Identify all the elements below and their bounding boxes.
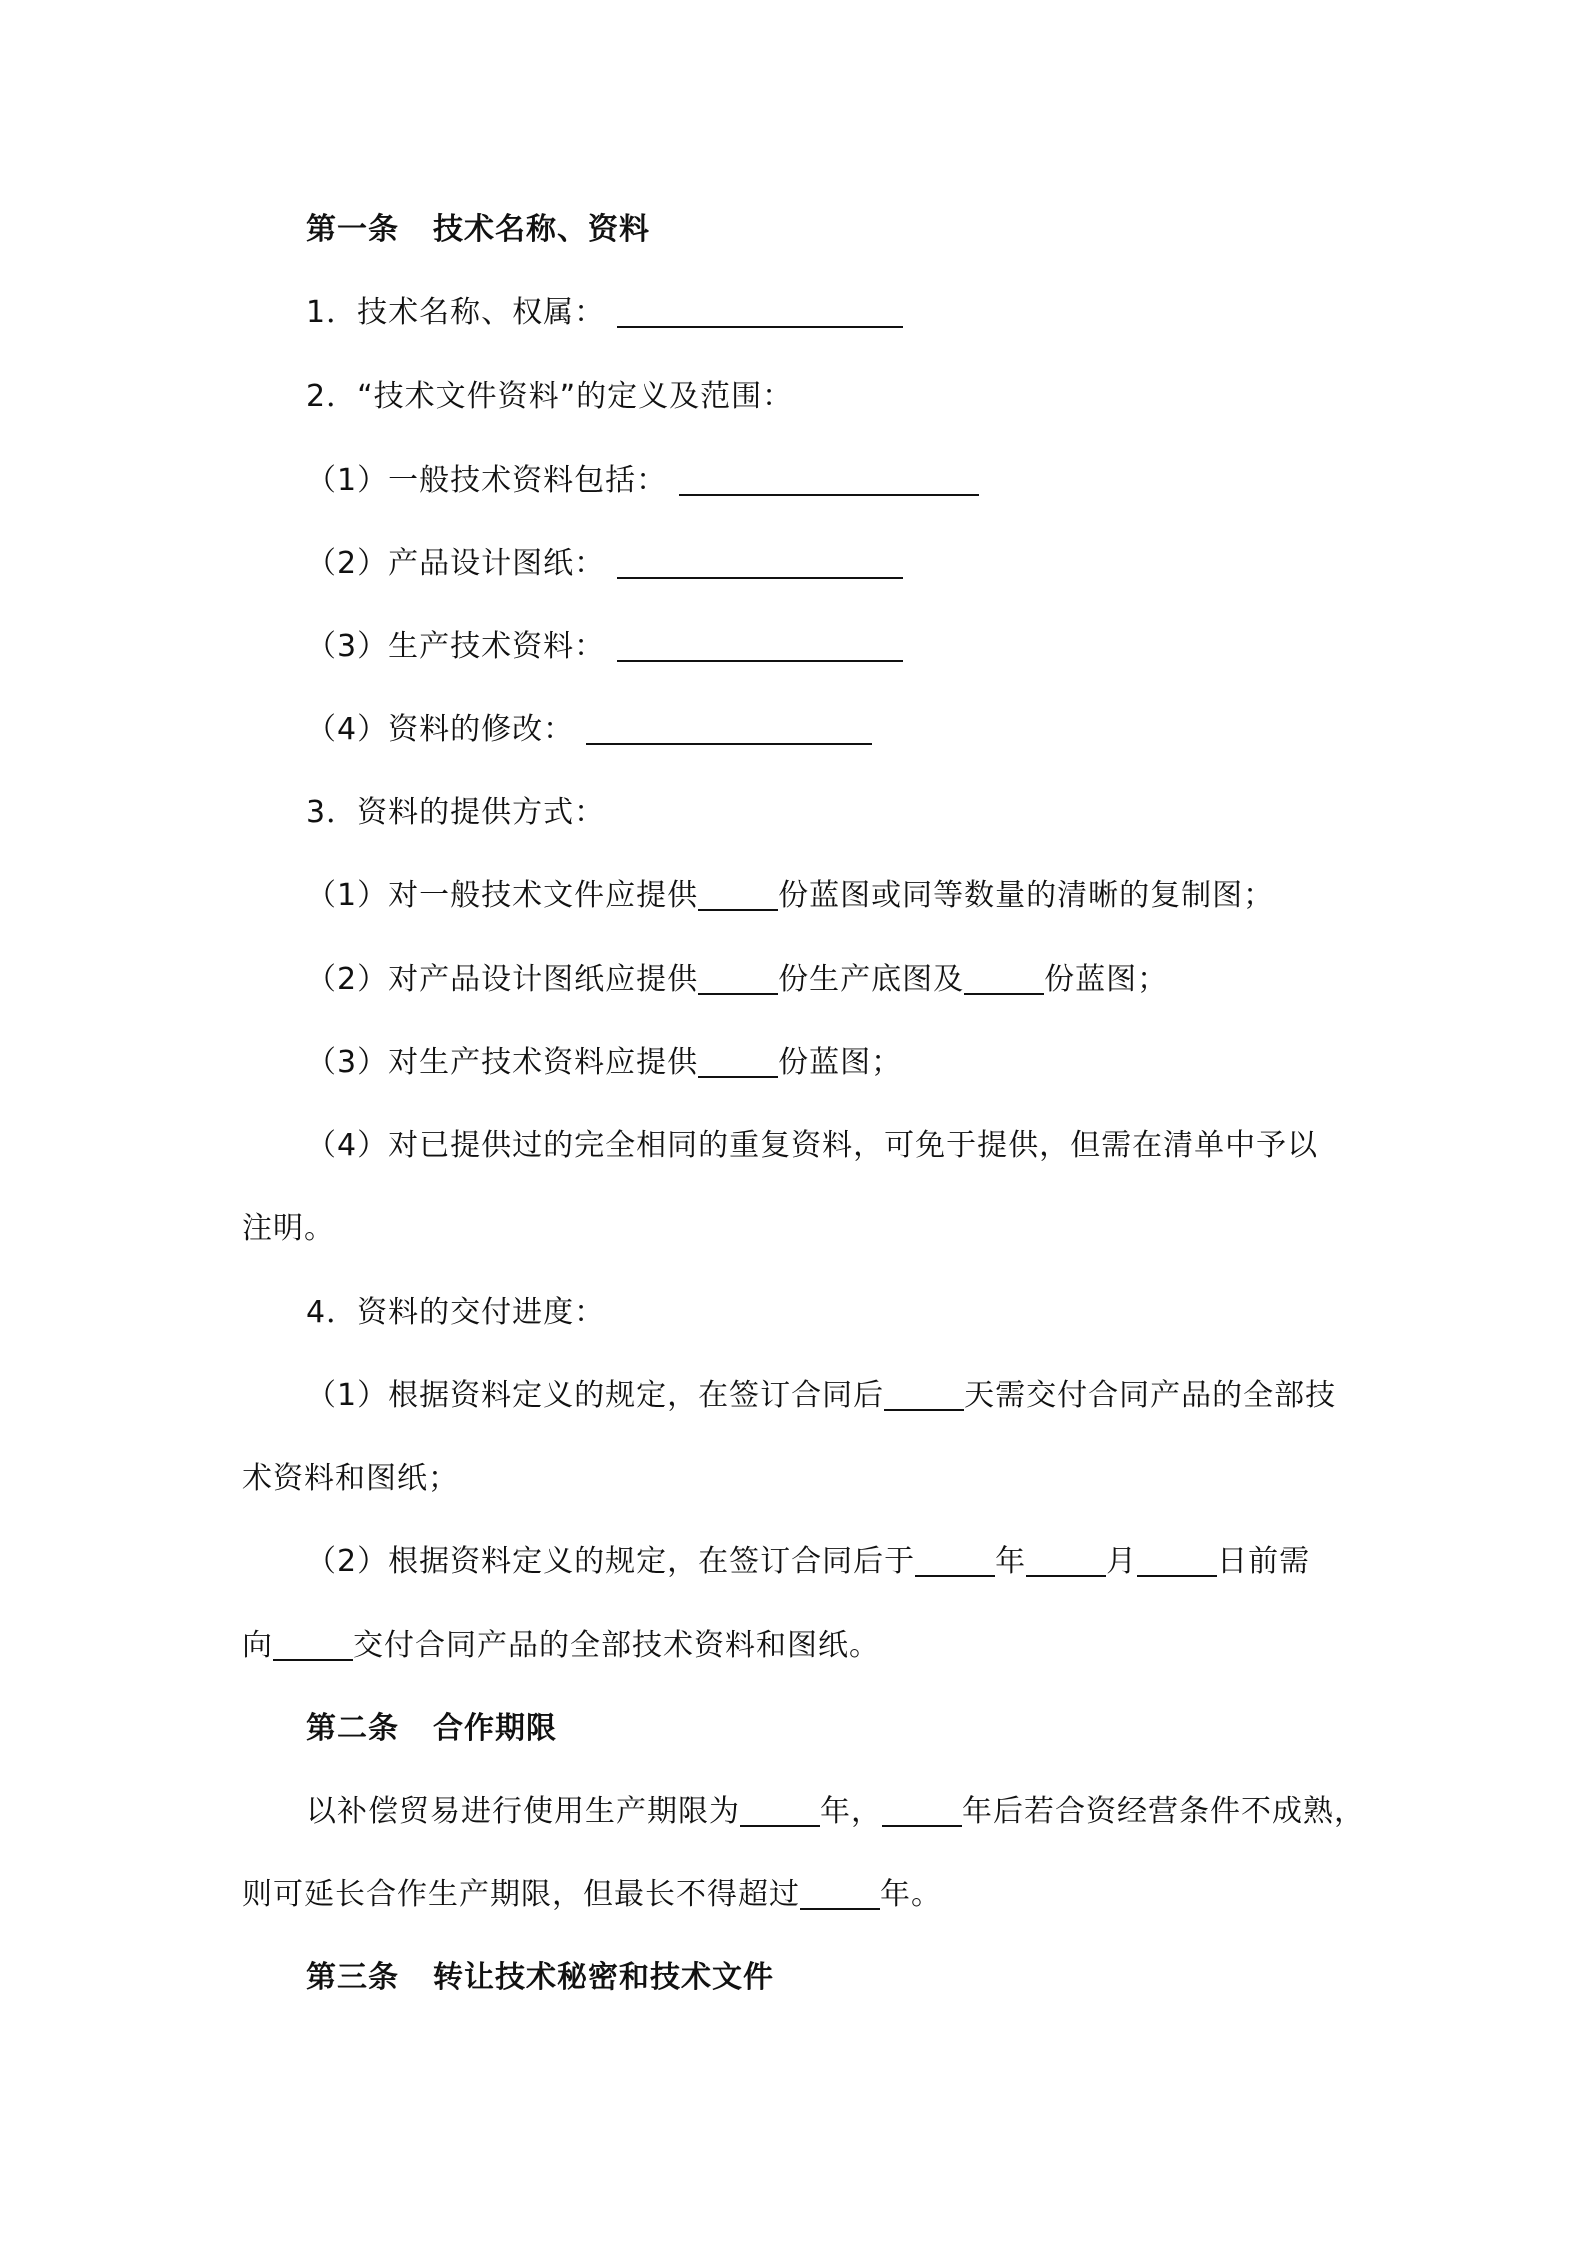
clause-text: 向 bbox=[242, 1628, 273, 1663]
clause-text: 交付合同产品的全部技术资料和图纸。 bbox=[353, 1628, 880, 1663]
fill-blank-general-tech-data[interactable] bbox=[679, 464, 979, 496]
clause-1-2-3 bbox=[306, 627, 903, 667]
fill-blank-copies[interactable] bbox=[698, 879, 778, 911]
article-1-heading bbox=[306, 210, 650, 250]
fill-blank-days[interactable] bbox=[884, 1379, 964, 1411]
clause-text: 年后若合资经营条件不成熟， bbox=[962, 1794, 1365, 1829]
article-2-paragraph-cont bbox=[242, 1875, 942, 1915]
fill-blank-design-drawings[interactable] bbox=[617, 547, 903, 579]
article-1-title: 技术名称、资料 bbox=[433, 212, 650, 247]
fill-blank-copies[interactable] bbox=[964, 963, 1044, 995]
fill-blank-copies[interactable] bbox=[698, 1046, 778, 1078]
clause-1-3 bbox=[306, 793, 605, 833]
article-3-heading bbox=[306, 1958, 774, 1998]
clause-text: （1）一般技术资料包括： bbox=[306, 463, 668, 498]
clause-1-2-2 bbox=[306, 544, 903, 584]
clause-text: 年。 bbox=[880, 1877, 942, 1912]
clause-text: 份蓝图或同等数量的清晰的复制图； bbox=[778, 878, 1275, 913]
article-2-title: 合作期限 bbox=[433, 1711, 557, 1746]
fill-blank-max-years[interactable] bbox=[800, 1878, 880, 1910]
fill-blank-year[interactable] bbox=[915, 1545, 995, 1577]
fill-blank-years[interactable] bbox=[740, 1795, 820, 1827]
clause-1-3-1 bbox=[306, 876, 1274, 916]
clause-1-4-2 bbox=[306, 1542, 1310, 1582]
clause-text: 则可延长合作生产期限，但最长不得超过 bbox=[242, 1877, 800, 1912]
clause-1-4-1 bbox=[306, 1376, 1336, 1416]
clause-text: 份生产底图及 bbox=[778, 962, 965, 997]
article-2-heading bbox=[306, 1709, 557, 1749]
clause-text: 日前需 bbox=[1217, 1544, 1311, 1579]
article-3-number: 第三条 bbox=[306, 1960, 399, 1995]
clause-text: （2）产品设计图纸： bbox=[306, 546, 606, 581]
fill-blank-day[interactable] bbox=[1137, 1545, 1217, 1577]
fill-blank-production-data[interactable] bbox=[617, 630, 903, 662]
clause-text: 份蓝图； bbox=[778, 1045, 903, 1080]
clause-text: 年， bbox=[820, 1794, 882, 1829]
clause-text: 份蓝图； bbox=[1044, 962, 1169, 997]
clause-1-4 bbox=[306, 1293, 605, 1333]
clause-text: （4）对已提供过的完全相同的重复资料，可免于提供，但需在清单中予以 bbox=[306, 1128, 1319, 1163]
clause-text: （4）资料的修改： bbox=[306, 712, 575, 747]
fill-blank-party[interactable] bbox=[273, 1629, 353, 1661]
clause-1-1 bbox=[306, 293, 903, 333]
clause-1-3-2 bbox=[306, 960, 1168, 1000]
clause-text: （3）生产技术资料： bbox=[306, 629, 606, 664]
clause-1-4-1-cont bbox=[242, 1459, 459, 1499]
fill-blank-years[interactable] bbox=[882, 1795, 962, 1827]
clause-text: 月 bbox=[1106, 1544, 1138, 1579]
clause-text: （1）根据资料定义的规定，在签订合同后 bbox=[306, 1378, 885, 1413]
clause-text: 年 bbox=[995, 1544, 1027, 1579]
clause-text: 注明。 bbox=[242, 1211, 335, 1246]
fill-blank-tech-name[interactable] bbox=[617, 296, 903, 328]
clause-1-2-4 bbox=[306, 710, 872, 750]
fill-blank-data-revision[interactable] bbox=[586, 713, 872, 745]
clause-1-4-2-cont bbox=[242, 1626, 880, 1666]
clause-text: 1．技术名称、权属： bbox=[306, 295, 606, 330]
clause-1-2-1 bbox=[306, 461, 979, 501]
clause-text: 术资料和图纸； bbox=[242, 1461, 459, 1496]
clause-text: 3．资料的提供方式： bbox=[306, 795, 606, 830]
article-1-number: 第一条 bbox=[306, 212, 399, 247]
clause-text: 4．资料的交付进度： bbox=[306, 1295, 606, 1330]
fill-blank-copies[interactable] bbox=[698, 963, 778, 995]
clause-text: （3）对生产技术资料应提供 bbox=[306, 1045, 699, 1080]
article-2-paragraph bbox=[306, 1792, 1365, 1832]
clause-text: 2．“技术文件资料”的定义及范围： bbox=[306, 379, 794, 414]
clause-text: 以补偿贸易进行使用生产期限为 bbox=[306, 1794, 740, 1829]
clause-text: （1）对一般技术文件应提供 bbox=[306, 878, 699, 913]
clause-1-3-4 bbox=[306, 1126, 1318, 1166]
clause-1-3-4-cont bbox=[242, 1209, 335, 1249]
clause-text: （2）根据资料定义的规定，在签订合同后于 bbox=[306, 1544, 916, 1579]
article-2-number: 第二条 bbox=[306, 1711, 399, 1746]
clause-1-3-3 bbox=[306, 1043, 902, 1083]
clause-1-2 bbox=[306, 377, 793, 417]
clause-text: （2）对产品设计图纸应提供 bbox=[306, 962, 699, 997]
article-3-title: 转让技术秘密和技术文件 bbox=[433, 1960, 774, 1995]
clause-text: 天需交付合同产品的全部技 bbox=[964, 1378, 1337, 1413]
fill-blank-month[interactable] bbox=[1026, 1545, 1106, 1577]
